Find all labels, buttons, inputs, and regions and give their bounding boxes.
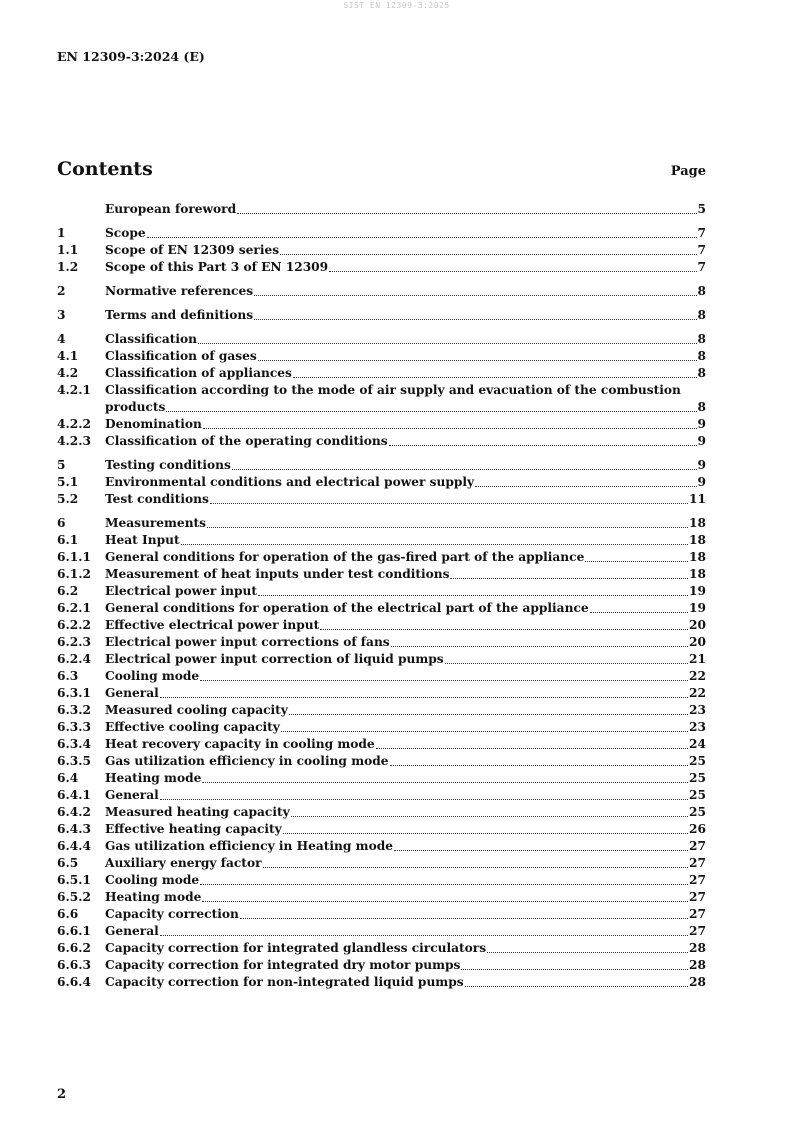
- toc-entry-number: 6.3.2: [57, 703, 91, 717]
- dot-leader: [202, 900, 688, 902]
- toc-entry-number: 6.6.3: [57, 958, 91, 972]
- toc-entry[interactable]: [57, 549, 706, 566]
- dot-leader: [207, 526, 688, 528]
- dot-leader: [181, 543, 688, 545]
- page-number: 2: [57, 1087, 67, 1102]
- toc-entry-page: 26: [689, 822, 706, 836]
- toc-entry[interactable]: [57, 433, 706, 450]
- toc-entry-number: 2: [57, 284, 66, 298]
- toc-entry-title: General conditions for operation of the gas-fired part of the appliance: [105, 550, 585, 564]
- toc-entry[interactable]: [57, 416, 706, 433]
- toc-entry-number: 4.2: [57, 366, 79, 380]
- contents-header: [57, 158, 706, 180]
- toc-entry-page: 22: [689, 686, 706, 700]
- toc-entry-page: 11: [689, 492, 706, 506]
- toc-entry[interactable]: [57, 940, 706, 957]
- toc-entry-title: Test conditions: [105, 492, 209, 506]
- toc-entry[interactable]: [57, 307, 706, 324]
- toc-entry-number: 1.1: [57, 243, 79, 257]
- toc-entry[interactable]: [57, 532, 706, 549]
- toc-entry-number: 1: [57, 226, 66, 240]
- toc-entry-title: Denomination: [105, 417, 202, 431]
- toc-entry-page: 19: [689, 584, 706, 598]
- toc-entry[interactable]: [57, 685, 706, 702]
- toc-entry-page: 8: [697, 284, 706, 298]
- dot-leader: [263, 866, 689, 868]
- toc-entry-title: Classification of appliances: [105, 366, 292, 380]
- toc-entry-number: 6: [57, 516, 66, 530]
- toc-entry[interactable]: [57, 474, 706, 491]
- toc-entry-title: Auxiliary energy factor: [105, 856, 262, 870]
- toc-entry-number: 6.6.2: [57, 941, 91, 955]
- toc-entry-number: 6.6.4: [57, 975, 91, 989]
- watermark: SIST EN 12309-3:2025: [343, 1, 450, 10]
- toc-entry-page: 7: [697, 243, 706, 257]
- toc-entry-page: 7: [697, 226, 706, 240]
- toc-entry-number: 6.4.2: [57, 805, 91, 819]
- toc-entry[interactable]: [57, 702, 706, 719]
- dot-leader: [254, 318, 696, 320]
- toc-entry-page: 22: [689, 669, 706, 683]
- toc-entry-page: 8: [697, 349, 706, 363]
- toc-entry[interactable]: [57, 889, 706, 906]
- toc-entry[interactable]: [57, 515, 706, 532]
- toc-entry-number: 6.5.2: [57, 890, 91, 904]
- toc-entry-number: 6.3: [57, 669, 79, 683]
- dot-leader: [376, 747, 688, 749]
- toc-entry-title: Gas utilization efficiency in cooling mode: [105, 754, 389, 768]
- toc-entry-title: Scope: [105, 226, 146, 240]
- dot-leader: [394, 849, 688, 851]
- toc-entry[interactable]: [57, 348, 706, 365]
- toc-entry[interactable]: [57, 242, 706, 259]
- dot-leader: [461, 968, 688, 970]
- toc-entry-page: 20: [689, 635, 706, 649]
- toc-entry[interactable]: [57, 225, 706, 242]
- toc-entry-title-continued: products: [105, 400, 166, 414]
- toc-entry-page: 25: [689, 788, 706, 802]
- toc-entry[interactable]: [57, 617, 706, 634]
- dot-leader: [291, 815, 688, 817]
- toc-entry[interactable]: [57, 804, 706, 821]
- toc-entry-number: 5.1: [57, 475, 79, 489]
- toc-entry[interactable]: [57, 259, 706, 276]
- toc-entry-number: 4.2.1: [57, 383, 91, 397]
- toc-entry-page: 8: [697, 332, 706, 346]
- toc-entry-title: Normative references: [105, 284, 254, 298]
- dot-leader: [465, 985, 688, 987]
- toc-entry-title: Scope of EN 12309 series: [105, 243, 280, 257]
- toc-entry-page: 27: [689, 907, 706, 921]
- toc-entry[interactable]: [57, 753, 706, 770]
- toc-entry[interactable]: [57, 600, 706, 617]
- toc-entry-number: 6.2.4: [57, 652, 91, 666]
- toc-entry-number: 1.2: [57, 260, 79, 274]
- toc-entry-title: Testing conditions: [105, 458, 231, 472]
- toc-entry-page: 18: [689, 550, 706, 564]
- dot-leader: [198, 342, 697, 344]
- toc-entry-title: General: [105, 924, 159, 938]
- dot-leader: [200, 883, 688, 885]
- toc-entry-title: Heating mode: [105, 890, 202, 904]
- toc-entry-number: 6.3.3: [57, 720, 91, 734]
- toc-entry[interactable]: [57, 974, 706, 991]
- page-column-label: Page: [670, 164, 706, 179]
- toc-entry-title: Classification according to the mode of air supply and evacuation of the combustion: [105, 383, 681, 397]
- dot-leader: [280, 253, 696, 255]
- toc-entry-title: Classification of gases: [105, 349, 257, 363]
- table-of-contents: [57, 201, 706, 991]
- dot-leader: [258, 594, 688, 596]
- toc-entry-number: 5: [57, 458, 66, 472]
- toc-entry-page: 27: [689, 839, 706, 853]
- toc-entry[interactable]: [57, 668, 706, 685]
- toc-entry[interactable]: [57, 770, 706, 787]
- toc-entry[interactable]: [57, 634, 706, 651]
- toc-entry[interactable]: [57, 583, 706, 600]
- toc-entry-page: 25: [689, 805, 706, 819]
- dot-leader: [258, 359, 697, 361]
- toc-entry-title: Environmental conditions and electrical power supply: [105, 475, 475, 489]
- dot-leader: [289, 713, 688, 715]
- dot-leader: [232, 468, 697, 470]
- toc-entry-page: 25: [689, 754, 706, 768]
- dot-leader: [237, 212, 696, 214]
- dot-leader: [590, 611, 688, 613]
- toc-entry-number: 6.3.1: [57, 686, 91, 700]
- dot-leader: [283, 832, 688, 834]
- toc-entry-number: 6.1.1: [57, 550, 91, 564]
- toc-entry-number: 6.5.1: [57, 873, 91, 887]
- dot-leader: [203, 427, 697, 429]
- dot-leader: [147, 236, 697, 238]
- dot-leader: [254, 294, 696, 296]
- toc-entry-number: 6.4: [57, 771, 79, 785]
- toc-entry-title: Heat recovery capacity in cooling mode: [105, 737, 375, 751]
- toc-entry-page: 7: [697, 260, 706, 274]
- toc-entry[interactable]: [57, 923, 706, 940]
- document-id: EN 12309-3:2024 (E): [57, 49, 205, 64]
- dot-leader: [240, 917, 688, 919]
- toc-entry-title: Capacity correction for integrated glandless circulators: [105, 941, 487, 955]
- dot-leader: [450, 577, 688, 579]
- toc-entry-page: 8: [697, 366, 706, 380]
- dot-leader: [160, 798, 688, 800]
- toc-entry-number: 6.2.3: [57, 635, 91, 649]
- toc-entry[interactable]: [57, 201, 706, 218]
- toc-entry-number: 6.1.2: [57, 567, 91, 581]
- toc-entry-number: 4: [57, 332, 66, 346]
- toc-entry-page: 20: [689, 618, 706, 632]
- toc-entry-number: 6.6: [57, 907, 79, 921]
- dot-leader: [391, 645, 688, 647]
- toc-entry-number: 4.1: [57, 349, 79, 363]
- toc-entry-title: General: [105, 686, 159, 700]
- toc-entry-title: General: [105, 788, 159, 802]
- dot-leader: [475, 485, 696, 487]
- toc-entry-page: 25: [689, 771, 706, 785]
- toc-entry-number: 6.3.4: [57, 737, 91, 751]
- toc-entry-title: European foreword: [105, 202, 237, 216]
- toc-entry-title: Effective electrical power input: [105, 618, 320, 632]
- toc-entry-title: Measurements: [105, 516, 207, 530]
- toc-entry-title: Terms and definitions: [105, 308, 254, 322]
- toc-entry[interactable]: [57, 651, 706, 668]
- toc-entry-page: 9: [697, 417, 706, 431]
- dot-leader: [320, 628, 688, 630]
- dot-leader: [487, 951, 688, 953]
- toc-entry-number: 4.2.2: [57, 417, 91, 431]
- toc-entry[interactable]: [57, 787, 706, 804]
- toc-entry-page: 5: [697, 202, 706, 216]
- toc-entry-number: 5.2: [57, 492, 79, 506]
- toc-entry-title: Electrical power input correction of liquid pumps: [105, 652, 444, 666]
- toc-entry-title: Heating mode: [105, 771, 202, 785]
- toc-entry-title: Effective cooling capacity: [105, 720, 280, 734]
- toc-entry[interactable]: [57, 331, 706, 348]
- toc-entry[interactable]: [57, 566, 706, 583]
- toc-entry-title: Measured heating capacity: [105, 805, 290, 819]
- toc-entry[interactable]: [57, 736, 706, 753]
- toc-entry-number: 4.2.3: [57, 434, 91, 448]
- toc-entry-page: 21: [689, 652, 706, 666]
- toc-entry-number: 6.2.1: [57, 601, 91, 615]
- toc-entry-page: 28: [689, 975, 706, 989]
- dot-leader: [160, 696, 688, 698]
- toc-entry-number: 6.6.1: [57, 924, 91, 938]
- toc-entry-page: 9: [697, 475, 706, 489]
- toc-entry-number: 3: [57, 308, 66, 322]
- toc-entry-title: Capacity correction for non-integrated liquid pumps: [105, 975, 464, 989]
- toc-entry-page: 27: [689, 856, 706, 870]
- dot-leader: [281, 730, 688, 732]
- contents-title: Contents: [57, 158, 153, 180]
- toc-entry-number: 6.4.1: [57, 788, 91, 802]
- toc-entry-page: 8: [697, 400, 706, 414]
- toc-entry-page: 8: [697, 308, 706, 322]
- toc-entry-page: 18: [689, 567, 706, 581]
- toc-entry-page: 9: [697, 434, 706, 448]
- dot-leader: [210, 502, 688, 504]
- dot-leader: [200, 679, 688, 681]
- toc-entry-page: 27: [689, 924, 706, 938]
- toc-entry[interactable]: [57, 855, 706, 872]
- dot-leader: [160, 934, 688, 936]
- toc-entry-page: 23: [689, 720, 706, 734]
- toc-entry-title: Gas utilization efficiency in Heating mode: [105, 839, 393, 853]
- toc-entry-number: 6.4.4: [57, 839, 91, 853]
- toc-entry-number: 6.5: [57, 856, 79, 870]
- toc-entry[interactable]: [57, 838, 706, 855]
- toc-entry-page: 19: [689, 601, 706, 615]
- toc-entry-page: 28: [689, 958, 706, 972]
- dot-leader: [389, 444, 697, 446]
- toc-entry-number: 6.1: [57, 533, 79, 547]
- toc-entry-title: Heat Input: [105, 533, 180, 547]
- toc-entry-page: 24: [689, 737, 706, 751]
- dot-leader: [445, 662, 688, 664]
- toc-entry-page: 18: [689, 516, 706, 530]
- toc-entry-number: 6.3.5: [57, 754, 91, 768]
- toc-entry-page: 9: [697, 458, 706, 472]
- toc-entry-title: General conditions for operation of the electrical part of the appliance: [105, 601, 589, 615]
- dot-leader: [202, 781, 688, 783]
- toc-entry-title: Capacity correction for integrated dry motor pumps: [105, 958, 461, 972]
- toc-entry-page: 18: [689, 533, 706, 547]
- toc-entry-title: Capacity correction: [105, 907, 239, 921]
- toc-entry-title: Electrical power input corrections of fans: [105, 635, 390, 649]
- toc-entry-title: Measured cooling capacity: [105, 703, 288, 717]
- toc-entry[interactable]: [57, 906, 706, 923]
- toc-entry[interactable]: [57, 821, 706, 838]
- toc-entry[interactable]: [57, 365, 706, 382]
- toc-entry-title: Classification: [105, 332, 198, 346]
- toc-entry-number: 6.2.2: [57, 618, 91, 632]
- toc-entry[interactable]: [57, 957, 706, 974]
- toc-entry-page: 28: [689, 941, 706, 955]
- toc-entry[interactable]: [57, 382, 706, 416]
- toc-entry-page: 27: [689, 890, 706, 904]
- toc-entry-title: Cooling mode: [105, 669, 200, 683]
- toc-entry-title: Electrical power input: [105, 584, 258, 598]
- dot-leader: [293, 376, 697, 378]
- toc-entry[interactable]: [57, 457, 706, 474]
- dot-leader: [585, 560, 688, 562]
- toc-entry-title: Classification of the operating conditions: [105, 434, 388, 448]
- toc-entry-title: Effective heating capacity: [105, 822, 282, 836]
- dot-leader: [329, 270, 696, 272]
- dot-leader: [166, 410, 696, 412]
- toc-entry-title: Cooling mode: [105, 873, 200, 887]
- toc-entry[interactable]: [57, 283, 706, 300]
- toc-entry-title: Scope of this Part 3 of EN 12309: [105, 260, 329, 274]
- toc-entry[interactable]: [57, 872, 706, 889]
- toc-entry[interactable]: [57, 491, 706, 508]
- toc-entry-number: 6.2: [57, 584, 79, 598]
- toc-entry-page: 23: [689, 703, 706, 717]
- toc-entry-title: Measurement of heat inputs under test conditions: [105, 567, 450, 581]
- toc-entry[interactable]: [57, 719, 706, 736]
- dot-leader: [390, 764, 689, 766]
- toc-entry-page: 27: [689, 873, 706, 887]
- toc-entry-number: 6.4.3: [57, 822, 91, 836]
